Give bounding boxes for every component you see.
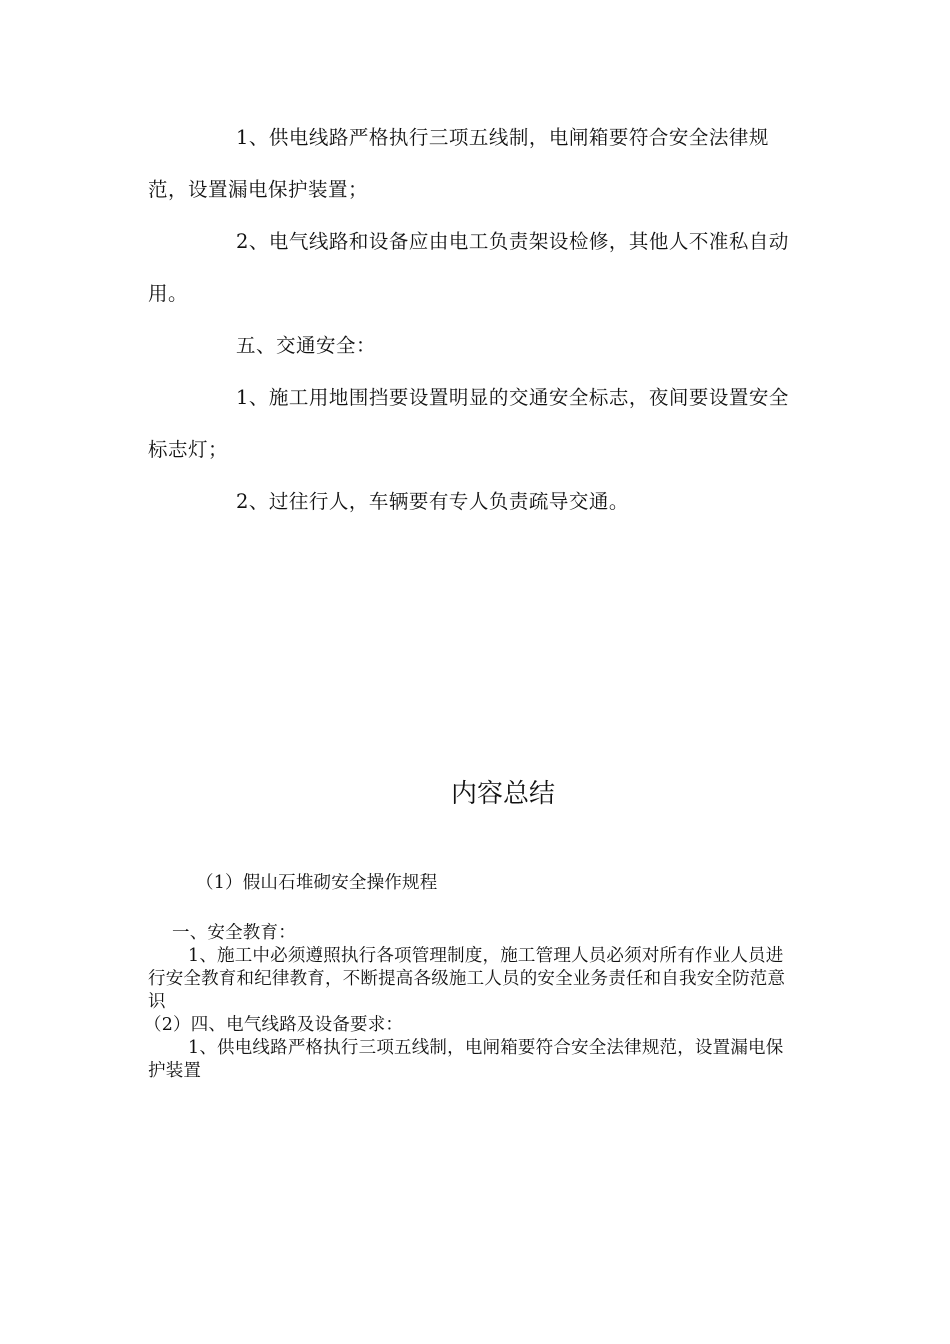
summary-section2-text: 1、供电线路严格执行三项五线制，电闸箱要符合安全法律规范，设置漏电保护装置: [148, 1038, 784, 1081]
section-heading-traffic-safety: 五、交通安全：: [236, 334, 377, 357]
summary-section2-title: （2）四、电气线路及设备要求：: [144, 1015, 404, 1035]
paragraph-traffic-guidance: 2、过往行人，车辆要有专人负责疏导交通。: [236, 490, 629, 513]
body-text: [148, 112, 798, 528]
paragraph-electrical-equipment: 2、电气线路和设备应由电工负责架设检修，其他人不准私自动用。: [148, 230, 789, 305]
summary-block: [144, 872, 800, 1083]
summary-title: 内容总结: [450, 779, 555, 809]
summary-section1-title: 一、安全教育：: [172, 923, 296, 943]
summary-section1-text: 1、施工中必须遵照执行各项管理制度，施工管理人员必须对所有作业人员进行安全教育和纪律教育，不断提高各级施工人员的安全业务责任和自我安全防范意识: [148, 946, 786, 1012]
summary-heading: （1）假山石堆砌安全操作规程: [196, 873, 438, 893]
paragraph-traffic-signs: 1、施工用地围挡要设置明显的交通安全标志，夜间要设置安全标志灯；: [148, 386, 789, 461]
paragraph-power-supply: 1、供电线路严格执行三项五线制，电闸箱要符合安全法律规范，设置漏电保护装置；: [148, 126, 769, 201]
